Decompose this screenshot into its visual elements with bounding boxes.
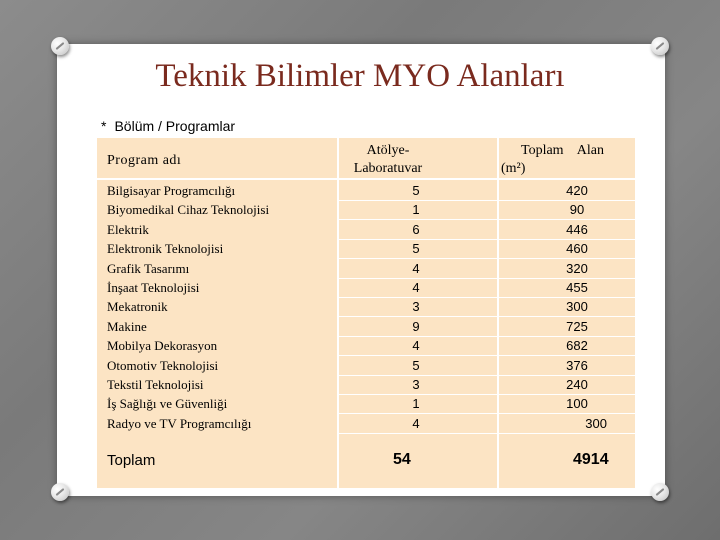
table-row-atolye: 9 [412, 318, 420, 334]
table-row-atolye: 4 [412, 260, 420, 276]
table-row-alan: 420 [566, 183, 588, 198]
table-row-alan: 725 [566, 318, 588, 334]
total-alan: 4914 [573, 451, 609, 468]
pin-icon-bottom-right [651, 483, 669, 501]
header-atolye-line1: Atölye- [366, 143, 410, 158]
header-toplam-line2: (m²) [501, 161, 526, 176]
program-table [97, 138, 635, 488]
slide-title: Teknik Bilimler MYO Alanları [155, 58, 565, 94]
header-toplam-line1: Toplam Alan [521, 143, 605, 158]
table-row-atolye: 5 [412, 241, 420, 257]
pin-icon-top-right [651, 37, 669, 55]
table-row-atolye: 4 [412, 415, 420, 431]
atolye-column [391, 181, 441, 433]
table-row-name: Makine [107, 318, 147, 334]
table-row-atolye: 4 [412, 338, 420, 354]
table-row-name: Elektronik Teknolojisi [107, 241, 224, 257]
column-divider [337, 138, 339, 488]
table-row-alan: 300 [566, 299, 588, 315]
header-program-name: Program adı [107, 153, 182, 168]
pin-icon-bottom-left [51, 483, 69, 501]
header-divider [97, 178, 635, 180]
table-row-alan: 455 [566, 279, 588, 295]
table-row-alan: 240 [566, 376, 588, 392]
table-row-name: Radyo ve TV Programcılığı [107, 415, 252, 431]
table-row-atolye: 3 [412, 376, 420, 392]
program-name-column [107, 181, 337, 433]
table-row-atolye: 1 [412, 202, 420, 218]
table-row-name: İş Sağlığı ve Güvenliği [107, 396, 228, 412]
table-row-name: Grafik Tasarımı [107, 260, 190, 276]
table-row-name: Elektrik [107, 221, 149, 237]
table-row-alan: 682 [566, 338, 588, 354]
subtitle [101, 118, 235, 134]
table-row-alan: 460 [566, 241, 588, 257]
table-row-atolye: 5 [412, 183, 420, 198]
pin-icon-top-left [51, 37, 69, 55]
table-row-atolye: 6 [412, 221, 420, 237]
subtitle-text: Bölüm / Programlar [114, 118, 236, 134]
table-row-alan: 320 [566, 260, 588, 276]
table-row-atolye: 4 [412, 279, 420, 295]
total-atolye: 54 [393, 451, 411, 468]
column-divider [497, 138, 499, 488]
table-row-name: İnşaat Teknolojisi [107, 279, 200, 295]
table-row-name: Biyomedikal Cihaz Teknolojisi [107, 202, 270, 218]
header-toplam-alan [501, 142, 633, 178]
total-label: Toplam [107, 452, 156, 469]
table-row-alan: 300 [585, 415, 607, 431]
header-atolye [343, 142, 433, 178]
table-row-name: Tekstil Teknolojisi [107, 376, 204, 392]
table-row-atolye: 5 [412, 357, 420, 373]
table-row-alan: 376 [566, 357, 588, 373]
table-row-alan: 100 [566, 396, 588, 412]
table-row-name: Mekatronik [107, 299, 168, 315]
table-row-atolye: 3 [412, 299, 420, 315]
table-row-alan: 90 [569, 202, 585, 218]
table-row-name: Bilgisayar Programcılığı [107, 183, 236, 198]
table-row-atolye: 1 [412, 396, 420, 412]
bullet-marker: * [101, 118, 107, 134]
table-row-name: Mobilya Dekorasyon [107, 338, 218, 354]
table-row-alan: 446 [566, 221, 588, 237]
toplam-alan-column [547, 181, 607, 433]
table-row-name: Otomotiv Teknolojisi [107, 357, 219, 373]
header-atolye-line2: Laboratuvar [353, 161, 423, 176]
